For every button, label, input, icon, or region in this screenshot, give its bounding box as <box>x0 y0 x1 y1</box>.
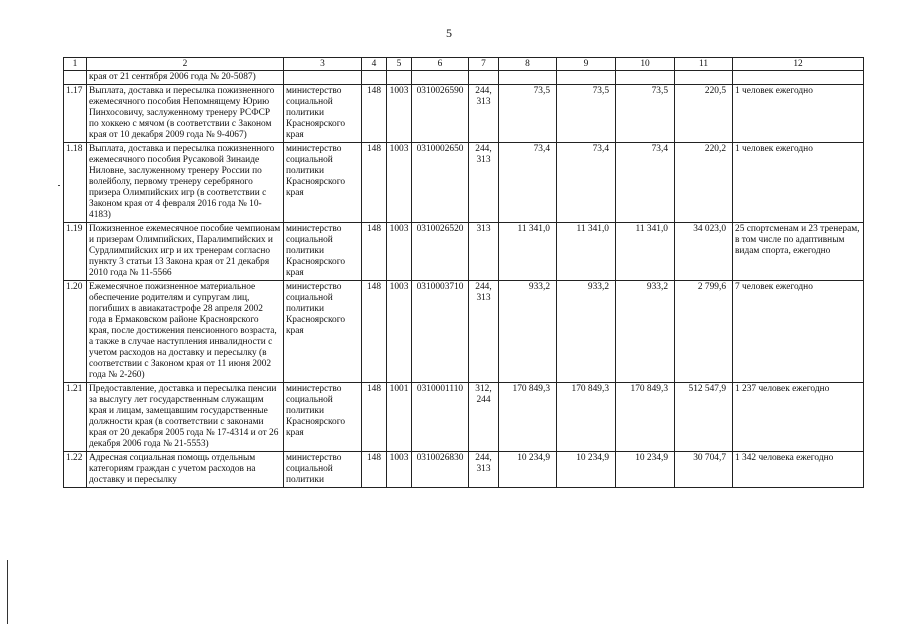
row-number: 1.19 <box>64 223 87 281</box>
row-code-ministry: 148 <box>362 223 387 281</box>
row-amount-year2: 11 341,0 <box>557 223 616 281</box>
row-code-section: 1003 <box>387 223 412 281</box>
row-amount-year2: 170 849,3 <box>557 383 616 452</box>
header-cell: 11 <box>675 58 733 71</box>
row-code-target: 0310026590 <box>412 85 469 143</box>
header-cell: 8 <box>499 58 557 71</box>
row-description: Адресная социальная помощь отдельным категориям граждан с учетом расходов на доставку и пересылку <box>87 452 284 488</box>
row-organization: министерство социальной политики Красноярского края <box>284 383 362 452</box>
row-description: Выплата, доставка и пересылка пожизненного ежемесячного пособия Русаковой Зинаиде Ниловне, заслуженному тренеру России по волейболу, первому тренеру серебряного призера Олимпийских игр (в соответствии с Законом края от 4 февраля 2016 года № 10-4183) <box>87 143 284 223</box>
row-amount-total: 2 799,6 <box>675 281 733 383</box>
row-code-expense: 244, 313 <box>469 143 499 223</box>
empty-cell <box>733 71 864 85</box>
table-row <box>64 452 864 488</box>
row-amount-year1: 73,5 <box>499 85 557 143</box>
header-cell: 12 <box>733 58 864 71</box>
row-code-target: 0310003710 <box>412 281 469 383</box>
column-number-header <box>64 58 864 71</box>
row-result: 1 человек ежегодно <box>733 143 864 223</box>
empty-cell <box>284 71 362 85</box>
row-code-expense: 244, 313 <box>469 452 499 488</box>
row-number: 1.20 <box>64 281 87 383</box>
row-amount-year1: 10 234,9 <box>499 452 557 488</box>
row-organization: министерство социальной политики Красноярского края <box>284 281 362 383</box>
row-code-section: 1001 <box>387 383 412 452</box>
row-amount-year1: 73,4 <box>499 143 557 223</box>
row-number: 1.17 <box>64 85 87 143</box>
table-row <box>64 143 864 223</box>
row-organization: министерство социальной политики Красноярского края <box>284 143 362 223</box>
row-amount-year2: 73,5 <box>557 85 616 143</box>
table-row <box>64 85 864 143</box>
header-cell: 7 <box>469 58 499 71</box>
header-cell: 6 <box>412 58 469 71</box>
empty-cell <box>469 71 499 85</box>
budget-table <box>63 57 864 488</box>
empty-cell <box>362 71 387 85</box>
empty-cell <box>387 71 412 85</box>
row-result: 1 342 человека ежегодно <box>733 452 864 488</box>
row-description: Ежемесячное пожизненное материальное обеспечение родителям и супругам лиц, погибших в авиакатастрофе 28 апреля 2002 года в Ермаковском районе Красноярского края, после достижения пенсионного возраста, а также в случае наступления инвалидности с учетом расходов на доставку и пересылку (в соответствии с Законом края от 11 июня 2002 года № 2-260) <box>87 281 284 383</box>
row-amount-total: 220,5 <box>675 85 733 143</box>
row-amount-year1: 933,2 <box>499 281 557 383</box>
row-result: 1 человек ежегодно <box>733 85 864 143</box>
header-cell: 1 <box>64 58 87 71</box>
row-description: Пожизненное ежемесячное пособие чемпионам и призерам Олимпийских, Паралимпийских и Сурдлимпийских игр и их тренерам согласно пункту 3 статьи 13 Закона края от 21 декабря 2010 года № 11-5566 <box>87 223 284 281</box>
row-code-ministry: 148 <box>362 85 387 143</box>
row-code-target: 0310002650 <box>412 143 469 223</box>
row-amount-year3: 73,5 <box>616 85 675 143</box>
scan-margin-line <box>7 560 8 624</box>
row-amount-total: 220,2 <box>675 143 733 223</box>
empty-cell <box>616 71 675 85</box>
row-code-section: 1003 <box>387 452 412 488</box>
row-amount-year3: 11 341,0 <box>616 223 675 281</box>
row-number: 1.21 <box>64 383 87 452</box>
row-amount-year3: 170 849,3 <box>616 383 675 452</box>
scan-speck <box>58 185 60 186</box>
row-amount-total: 512 547,9 <box>675 383 733 452</box>
row-code-expense: 313 <box>469 223 499 281</box>
row-code-expense: 244, 313 <box>469 85 499 143</box>
row-code-ministry: 148 <box>362 281 387 383</box>
row-amount-year2: 10 234,9 <box>557 452 616 488</box>
header-cell: 2 <box>87 58 284 71</box>
row-result: 1 237 человек ежегодно <box>733 383 864 452</box>
empty-cell <box>64 71 87 85</box>
empty-cell <box>412 71 469 85</box>
row-code-section: 1003 <box>387 143 412 223</box>
empty-cell <box>675 71 733 85</box>
empty-cell <box>557 71 616 85</box>
row-amount-year3: 10 234,9 <box>616 452 675 488</box>
row-organization: министерство социальной политики Красноярского края <box>284 85 362 143</box>
row-organization: министерство социальной политики Красноярского края <box>284 223 362 281</box>
row-number: 1.18 <box>64 143 87 223</box>
row-code-ministry: 148 <box>362 143 387 223</box>
row-code-target: 0310026520 <box>412 223 469 281</box>
table-row <box>64 383 864 452</box>
row-code-ministry: 148 <box>362 452 387 488</box>
table-row <box>64 223 864 281</box>
row-organization: министерство социальной политики <box>284 452 362 488</box>
header-cell: 9 <box>557 58 616 71</box>
header-cell: 5 <box>387 58 412 71</box>
row-number: 1.22 <box>64 452 87 488</box>
row-amount-year2: 933,2 <box>557 281 616 383</box>
row-result: 25 спортсменам и 23 тренерам, в том числе по адаптивным видам спорта, ежегодно <box>733 223 864 281</box>
row-amount-year3: 73,4 <box>616 143 675 223</box>
row-amount-year1: 11 341,0 <box>499 223 557 281</box>
row-code-ministry: 148 <box>362 383 387 452</box>
row-description: Предоставление, доставка и пересылка пенсии за выслугу лет государственным служащим края и лицам, замещавшим государственные должности края (в соответствии с законами края от 20 декабря 2005 года № 17-4314 и от 26 декабря 2006 года № 21-5553) <box>87 383 284 452</box>
row-amount-total: 30 704,7 <box>675 452 733 488</box>
row-code-target: 0310026830 <box>412 452 469 488</box>
row-amount-total: 34 023,0 <box>675 223 733 281</box>
row-amount-year3: 933,2 <box>616 281 675 383</box>
row-amount-year2: 73,4 <box>557 143 616 223</box>
row-code-section: 1003 <box>387 85 412 143</box>
table-row <box>64 281 864 383</box>
carryover-row <box>64 71 864 85</box>
header-cell: 10 <box>616 58 675 71</box>
header-cell: 4 <box>362 58 387 71</box>
row-description: Выплата, доставка и пересылка пожизненного ежемесячного пособия Непомнящему Юрию Пинхосовичу, заслуженному тренеру РСФСР по хоккею с мячом (в соответствии с Законом края от 10 декабря 2009 года № 9-4067) <box>87 85 284 143</box>
empty-cell <box>499 71 557 85</box>
row-amount-year1: 170 849,3 <box>499 383 557 452</box>
row-code-expense: 312, 244 <box>469 383 499 452</box>
row-code-section: 1003 <box>387 281 412 383</box>
row-code-target: 0310001110 <box>412 383 469 452</box>
header-cell: 3 <box>284 58 362 71</box>
row-code-expense: 244, 313 <box>469 281 499 383</box>
carryover-text: края от 21 сентября 2006 года № 20-5087) <box>87 71 284 85</box>
row-result: 7 человек ежегодно <box>733 281 864 383</box>
page-number: 5 <box>446 26 452 40</box>
